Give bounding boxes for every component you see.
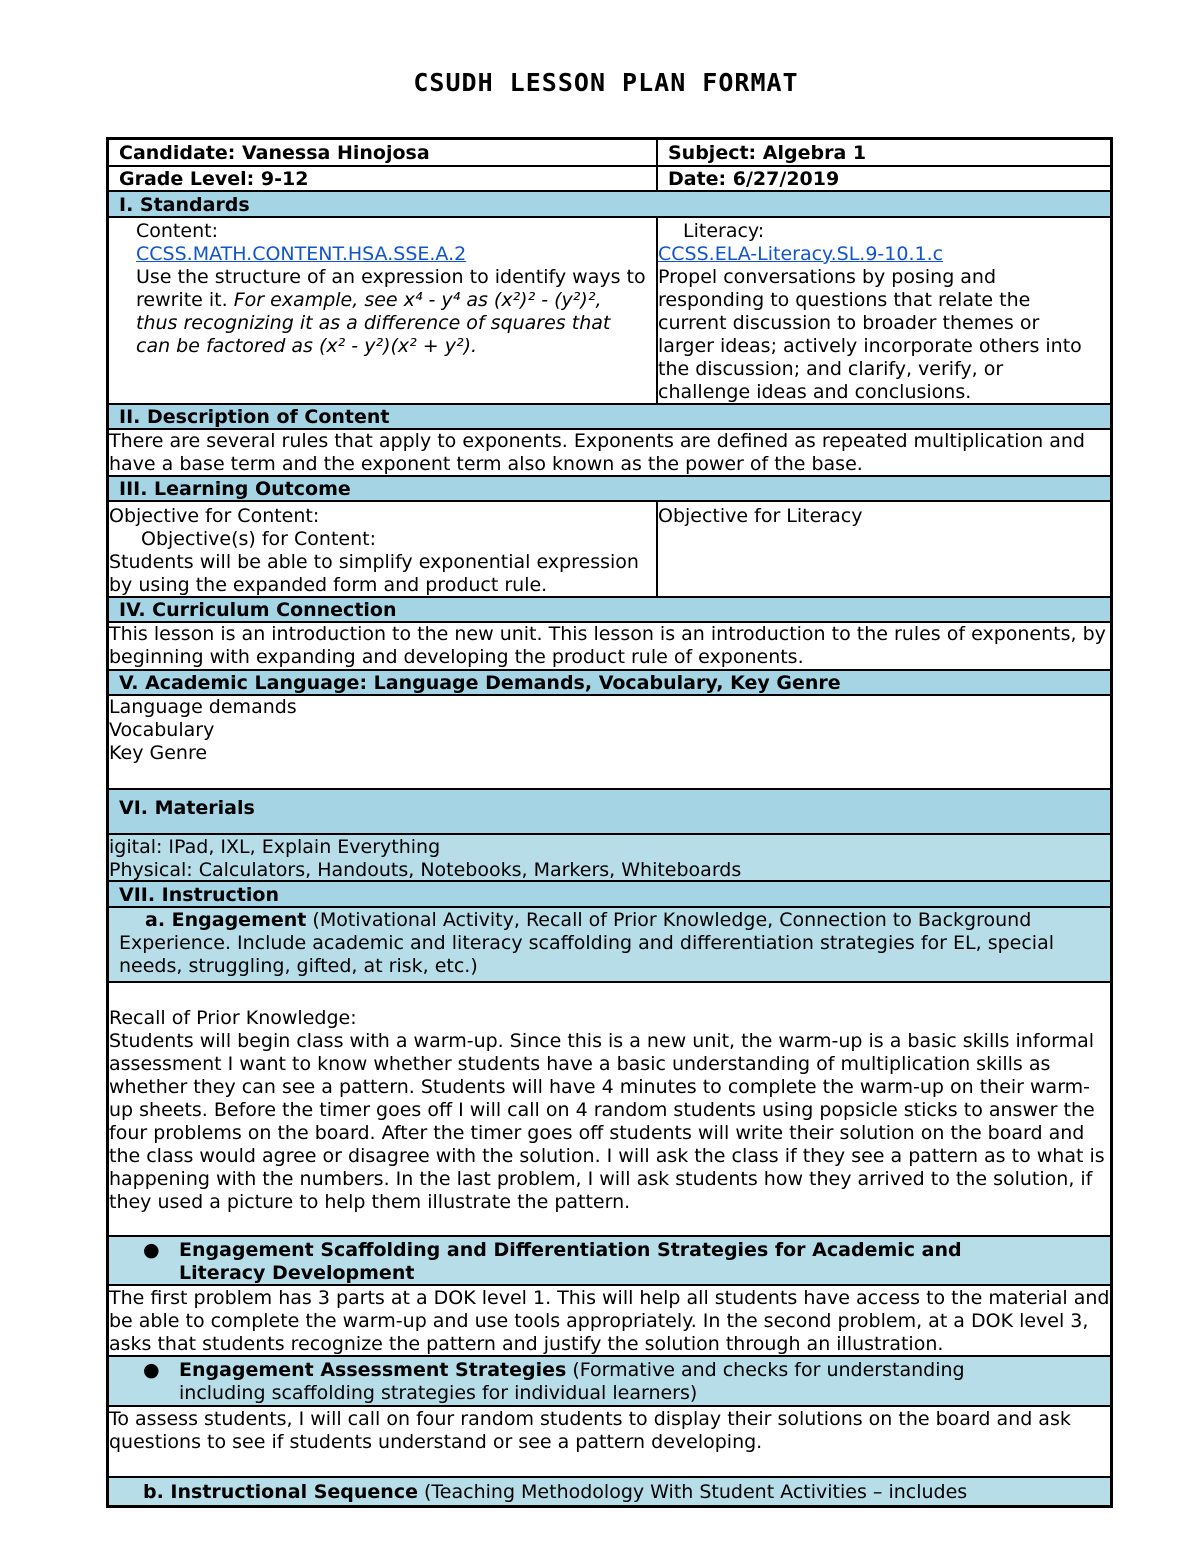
assessment-heading	[109, 1357, 1110, 1407]
bullet-icon: ●	[143, 1359, 160, 1381]
content-standard-example: For example, see x⁴ - y⁴ as (x²)² - (y²)², thus recognizing it as a difference of squares that can be factored as (x² - y²)(x² + y²).	[136, 289, 611, 357]
language-row	[109, 696, 1110, 790]
outcome-content-label: Objective for Content:	[109, 505, 320, 527]
language-demands: Language demands	[109, 696, 297, 718]
scaffold-heading	[109, 1237, 1110, 1286]
standards-literacy-cell	[658, 218, 1110, 403]
assessment-description: (Formative and checks for understanding including scaffolding strategies for individual learners)	[179, 1359, 965, 1404]
standards-heading: I. Standards	[109, 192, 1110, 218]
language-vocabulary: Vocabulary	[109, 719, 215, 741]
scaffold-title: Engagement Scaffolding and Differentiation Strategies for Academic and Literacy Development	[179, 1239, 962, 1284]
scaffold-text: The first problem has 3 parts at a DOK level 1. This will help all students have access to the material and be able to complete the warm-up and use tools appropriately. In the second problem, at a DOK level 3, asks that students recognize the pattern and justify the solution through an illustration.	[109, 1287, 1110, 1355]
engagement-description: (Motivational Activity, Recall of Prior Knowledge, Connection to Background Experience. Include academic and literacy scaffolding and differentiation strategies for EL, special needs, struggling, gifted, at risk, etc.)	[119, 909, 1054, 977]
candidate-cell: Candidate: Vanessa Hinojosa	[109, 140, 658, 165]
sequence-heading	[109, 1478, 1110, 1508]
engagement-title: a. Engagement	[145, 909, 307, 931]
materials-digital: igital: IPad, IXL, Explain Everything	[109, 836, 441, 858]
content-standard-link[interactable]: CCSS.MATH.CONTENT.HSA.SSE.A.2	[136, 243, 467, 265]
standards-row	[109, 218, 1110, 405]
info-row-grade	[109, 167, 1110, 192]
sequence-description: (Teaching Methodology With Student Activities – includes	[417, 1481, 968, 1503]
content-label: Content:	[136, 220, 218, 242]
materials-row	[109, 835, 1110, 882]
engagement-heading	[109, 908, 1110, 983]
literacy-standard-link[interactable]: CCSS.ELA-Literacy.SL.9-10.1.c	[658, 243, 944, 265]
description-text: There are several rules that apply to exponents. Exponents are defined as repeated multiplication and have a base term and the exponent term also known as the power of the base.	[109, 430, 1110, 477]
recall-text: Students will begin class with a warm-up. Since this is a new unit, the warm-up is a basic skills informal assessment I want to know whether students have a basic understanding of multiplication skills as whether they can see a pattern. Students will have 4 minutes to complete the warm-up on their warm-up sheets. Before the timer goes off I will call on 4 random students using popsicle sticks to answer the four problems on the board. After the timer goes off students will write their solution on the board and the class would agree or disagree with the solution. I will ask the class if they see a pattern as to what is happening with the numbers. In the last problem, I will ask students how they arrived to the solution, if they used a picture to help them illustrate the pattern.	[109, 1030, 1105, 1213]
subject-cell: Subject: Algebra 1	[668, 142, 867, 164]
instruction-heading: VII. Instruction	[109, 882, 1110, 908]
outcome-content-cell	[109, 502, 658, 596]
outcome-heading: III. Learning Outcome	[109, 477, 1110, 502]
bullet-icon: ●	[143, 1239, 160, 1261]
materials-heading: VI. Materials	[109, 790, 1110, 835]
engagement-text-row	[109, 983, 1110, 1237]
assessment-title-line	[109, 1359, 1110, 1405]
language-key-genre: Key Genre	[109, 742, 208, 764]
date-cell: Date: 6/27/2019	[668, 168, 840, 190]
materials-physical: Physical: Calculators, Handouts, Notebooks, Markers, Whiteboards	[109, 859, 742, 881]
curriculum-text: This lesson is an introduction to the new unit. This lesson is an introduction to the rules of exponents, by beginning with expanding and developing the product rule of exponents.	[109, 623, 1110, 671]
content-standard-description: Use the structure of an expression to identify ways to rewrite it.	[136, 266, 646, 311]
content-standard-text	[136, 266, 646, 358]
curriculum-heading: IV. Curriculum Connection	[109, 598, 1110, 623]
assessment-text: To assess students, I will call on four random students to display their solutions on the board and ask questions to see if students understand or see a pattern developing.	[109, 1407, 1110, 1478]
assessment-title: Engagement Assessment Strategies	[179, 1359, 567, 1381]
language-heading: V. Academic Language: Language Demands, Vocabulary, Key Genre	[109, 671, 1110, 696]
outcome-literacy-cell: Objective for Literacy	[658, 505, 863, 527]
literacy-standard-text: Propel conversations by posing and responding to questions that relate the current discussion to broader themes or larger ideas; actively incorporate others into the discussion; and clarify, verify, or challenge ideas and conclusions.	[658, 266, 1082, 403]
outcome-row	[109, 502, 1110, 598]
grade-cell: Grade Level: 9-12	[109, 167, 658, 190]
page-title: CSUDH LESSON PLAN FORMAT	[413, 68, 799, 97]
standards-content-cell	[109, 218, 658, 403]
recall-label: Recall of Prior Knowledge:	[109, 1007, 357, 1029]
lesson-plan-table	[106, 137, 1113, 1508]
description-heading: II. Description of Content	[109, 405, 1110, 430]
outcome-objectives-label: Objective(s) for Content:	[141, 528, 376, 550]
info-row-candidate	[109, 140, 1110, 167]
outcome-objective-text: Students will be able to simplify exponential expression by using the expanded form and product rule.	[109, 551, 639, 596]
sequence-title: b. Instructional Sequence	[143, 1481, 418, 1503]
literacy-label: Literacy:	[683, 220, 765, 242]
